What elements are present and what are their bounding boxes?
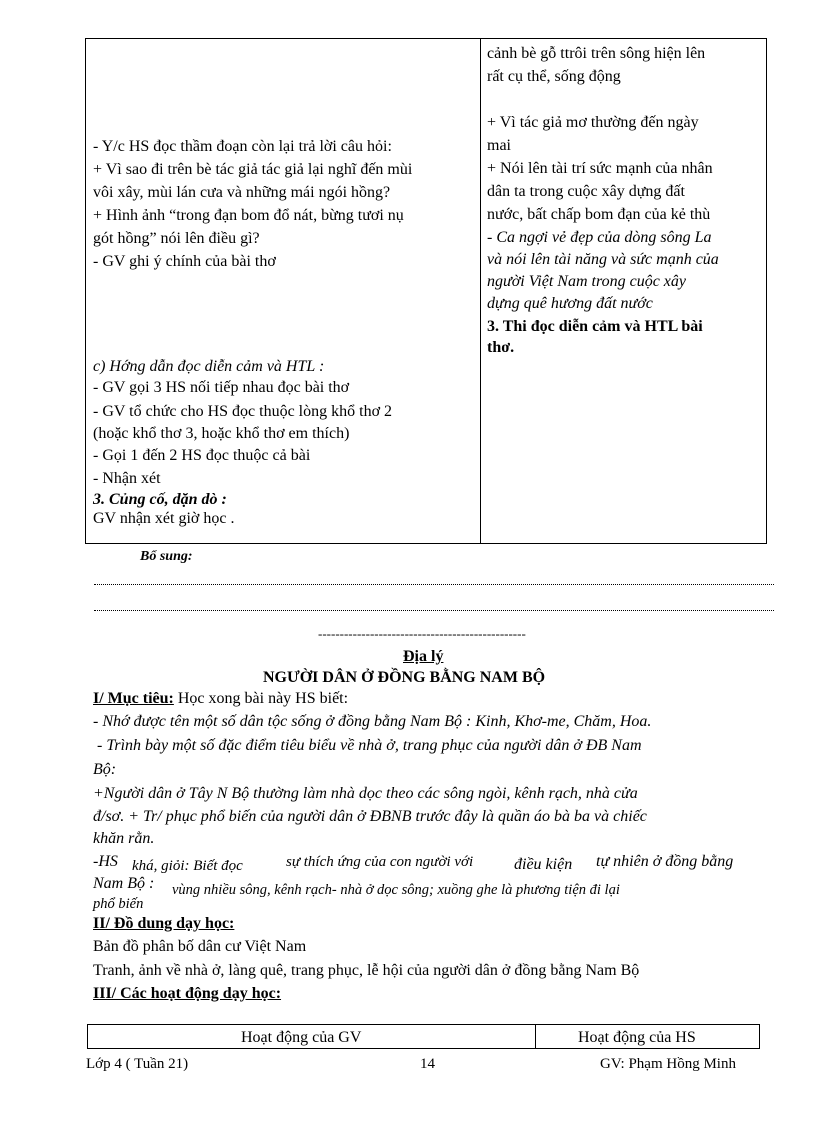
left-section-heading: c) Hớng dẫn đọc diễn cảm và HTL :: [93, 358, 325, 375]
lesson-title: NGƯỜI DÂN Ở ĐỒNG BẰNG NAM BỘ: [263, 669, 546, 686]
left-section-heading-2: 3. Củng cố, dặn dò :: [93, 491, 227, 508]
gifted-line-c: sự thích ứng của con người với: [286, 854, 474, 870]
objective-item-2: - Trình bày một số đặc điểm tiêu biểu về nhà ở, trang phục của người dân ở ĐB Nam: [97, 737, 642, 754]
objective-item-1: - Nhớ được tên một số dân tộc sống ở đồng bằng Nam Bộ : Kinh, Khơ-me, Chăm, Hoa.: [93, 713, 652, 730]
left-line-7: - GV gọi 3 HS nối tiếp nhau đọc bài thơ: [93, 379, 350, 396]
left-line-10: - Gọi 1 đến 2 HS đọc thuộc cả bài: [93, 447, 311, 464]
objective-item-5: đ/sơ. + Tr/ phục phổ biến của người dân ở ĐBNB trước đây là quần áo bà ba và chiếc: [93, 808, 647, 825]
left-line-12: GV nhận xét giờ học .: [93, 510, 235, 527]
left-line-8: - GV tổ chức cho HS đọc thuộc lòng khổ thơ 2: [93, 403, 393, 420]
right-line-4: mai: [487, 137, 511, 154]
material-item-2: Tranh, ảnh về nhà ở, làng quê, trang phục, lễ hội của người dân ở đồng bằng Nam Bộ: [93, 962, 640, 979]
objective-item-4: +Người dân ở Tây N Bộ thường làm nhà dọc theo các sông ngòi, kênh rạch, nhà cửa: [93, 785, 638, 802]
col-hs-label: Hoạt động của HS: [578, 1029, 696, 1046]
gifted-line-d: điều kiện: [514, 856, 573, 873]
right-bold-2: thơ.: [487, 339, 515, 356]
footer-page-number: 14: [420, 1056, 435, 1072]
objective-item-6: khăn rằn.: [93, 830, 155, 847]
left-line-6: - GV ghi ý chính của bài thơ: [93, 253, 276, 270]
objectives-label: I/ Mục tiêu:: [93, 690, 174, 707]
left-line-5: gót hồng” nói lên điều gì?: [93, 230, 260, 247]
right-line-7: nước, bất chấp bom đạn của kẻ thù: [487, 206, 711, 223]
materials-label: II/ Đồ dung dạy học:: [93, 915, 235, 932]
supplement-label: Bổ sung:: [140, 549, 193, 564]
gifted-line-g: vùng nhiều sông, kênh rạch- nhà ở dọc sông; xuồng ghe là phương tiện đi lại: [172, 882, 620, 898]
left-line-1: - Y/c HS đọc thầm đoạn còn lại trả lời câu hỏi:: [93, 138, 392, 155]
right-italic-1: - Ca ngợi vẻ đẹp của dòng sông La: [487, 229, 712, 246]
footer-teacher: GV: Phạm Hồng Minh: [600, 1056, 736, 1072]
left-line-9: (hoặc khổ thơ 3, hoặc khổ thơ em thích): [93, 425, 350, 442]
gifted-line-b: khá, giỏi: Biết đọc: [132, 858, 243, 874]
objectives-line: [93, 689, 348, 709]
objective-item-3: Bộ:: [93, 761, 117, 778]
dotted-line-2: [94, 610, 774, 611]
right-italic-3: người Việt Nam trong cuộc xây: [487, 273, 686, 290]
section-separator: ------------------------------------------------: [318, 626, 526, 641]
right-line-5: + Nói lên tài trí sức mạnh của nhân: [487, 160, 713, 177]
subject-heading: Địa lý: [403, 648, 444, 665]
right-bold-1: 3. Thi đọc diễn cảm và HTL bài: [487, 318, 703, 335]
right-line-1: cảnh bè gỗ ttrôi trên sông hiện lên: [487, 45, 706, 62]
right-line-6: dân ta trong cuộc xây dựng đất: [487, 183, 685, 200]
right-italic-4: dựng quê hương đất nước: [487, 295, 653, 312]
right-line-2: rất cụ thể, sống động: [487, 68, 621, 85]
gifted-line-h: phổ biến: [93, 896, 144, 912]
activities-label: III/ Các hoạt động dạy học:: [93, 985, 282, 1002]
gifted-line-e: tự nhiên ở đồng bằng: [596, 853, 734, 870]
left-line-4: + Hình ảnh “trong đạn bom đổ nát, bừng tươi nụ: [93, 207, 404, 224]
gifted-line-f: Nam Bộ :: [93, 875, 155, 892]
footer-class: Lớp 4 ( Tuần 21): [86, 1056, 189, 1072]
objectives-intro: Học xong bài này HS biết:: [173, 690, 349, 707]
right-line-3: + Vì tác giả mơ thường đến ngày: [487, 114, 699, 131]
dotted-line-1: [94, 584, 774, 585]
left-line-3: vôi xây, mùi lán cưa và những mái ngói hồng?: [93, 184, 391, 201]
left-line-2: + Vì sao đi trên bè tác giả tác giả lại nghĩ đến mùi: [93, 161, 413, 178]
material-item-1: Bản đồ phân bố dân cư Việt Nam: [93, 938, 307, 955]
left-line-11: - Nhận xét: [93, 470, 161, 487]
gifted-line-a: -HS: [93, 853, 118, 870]
right-italic-2: và nói lên tài năng và sức mạnh của: [487, 251, 719, 268]
col-gv-label: Hoạt động của GV: [241, 1029, 362, 1046]
